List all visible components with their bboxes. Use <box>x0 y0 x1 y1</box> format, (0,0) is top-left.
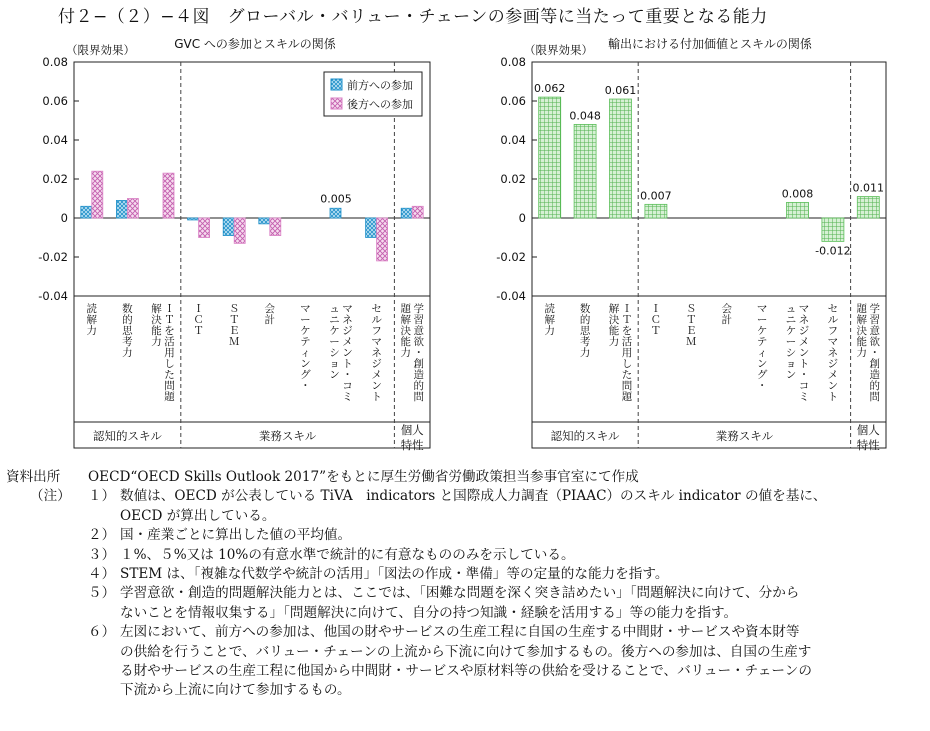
y-tick-label: -0.04 <box>38 289 68 303</box>
y-unit-label: （限界効果） <box>524 43 593 57</box>
category-label-char: 思 <box>122 325 133 337</box>
category-label-char: 決 <box>608 314 620 326</box>
y-tick-label: 0.02 <box>42 172 68 186</box>
category-label-char: ィ <box>300 347 311 359</box>
export-bar <box>645 204 667 218</box>
forward-bar <box>188 218 199 220</box>
category-label-char: テ <box>300 336 311 348</box>
category-label-char: 力 <box>608 336 620 348</box>
category-label-char: ケ <box>785 325 797 337</box>
charts-area <box>0 26 930 454</box>
category-label-char: Ｃ <box>193 314 204 326</box>
category-label-char: 決 <box>151 314 162 326</box>
category-label-char: Ｅ <box>228 325 240 337</box>
category-label-char: Ｅ <box>686 325 697 337</box>
note-line <box>0 584 930 603</box>
category-label-char: コ <box>342 380 353 392</box>
category-label-char: Ｔ <box>164 314 175 326</box>
note-line <box>0 662 930 681</box>
data-label: 0.011 <box>852 181 885 195</box>
category-label-char: ー <box>300 314 311 326</box>
note-number: ５） <box>88 585 116 602</box>
category-label-char: Ｉ <box>193 303 204 315</box>
category-label-char: マ <box>342 303 353 315</box>
category-label-char: ・ <box>798 369 810 381</box>
notes-label: （注） <box>30 488 71 505</box>
export-bar <box>822 218 844 241</box>
category-label-char: フ <box>827 325 839 337</box>
group-label: 業務スキル <box>715 429 774 443</box>
category-label-char: Ｓ <box>686 303 697 315</box>
forward-bar <box>116 200 127 218</box>
note-line <box>0 643 930 662</box>
category-label-char: 活 <box>621 336 633 348</box>
forward-bar <box>366 218 377 238</box>
category-label-char: 問 <box>164 380 175 392</box>
category-label-char: 解 <box>400 314 411 326</box>
export-bar <box>857 197 879 218</box>
y-tick-label: 0 <box>518 211 526 225</box>
category-label-char: Ｍ <box>686 336 697 348</box>
note-number: ６） <box>88 624 116 641</box>
backward-bar <box>377 218 388 261</box>
category-label-char: 欲 <box>413 336 424 348</box>
category-label-char: ケ <box>329 325 340 337</box>
category-label-char: セ <box>371 303 382 315</box>
data-label: 0.061 <box>604 84 637 98</box>
y-tick-label: -0.02 <box>38 250 68 264</box>
category-label-char: ・ <box>756 380 768 392</box>
category-label-char: ン <box>798 347 810 359</box>
category-label-char: 能 <box>856 336 868 348</box>
category-label-char: マ <box>827 336 839 348</box>
export-bar <box>574 124 596 218</box>
chart-title: GVC への参加とスキルの関係 <box>174 37 336 51</box>
category-label-char: 会 <box>721 303 732 315</box>
category-label-char: Ｔ <box>650 325 662 337</box>
category-label-char: ・ <box>342 369 353 381</box>
group-label: 個人 <box>400 423 424 437</box>
category-label-char: ー <box>785 336 797 348</box>
category-label-char: Ｔ <box>621 314 633 326</box>
category-label-char: ミ <box>342 391 353 403</box>
group-label: 個人 <box>856 423 880 437</box>
category-label-char: 問 <box>621 380 633 392</box>
category-label-char: 力 <box>86 325 98 337</box>
category-label-char: ュ <box>329 303 340 315</box>
category-label-char: Ｔ <box>228 314 240 326</box>
note-number: ３） <box>88 546 116 563</box>
backward-bar <box>163 173 174 218</box>
note-text: OECD が算出している。 <box>120 507 276 524</box>
category-label-char: 的 <box>413 380 424 392</box>
category-label-char: グ <box>300 369 311 381</box>
data-label: 0.008 <box>781 187 814 201</box>
category-label-char: フ <box>371 325 382 337</box>
category-label-char: ン <box>756 358 768 370</box>
category-label-char: ン <box>329 369 340 381</box>
backward-bar <box>412 206 423 218</box>
category-label-char: Ｍ <box>228 336 240 348</box>
backward-bar <box>199 218 210 238</box>
note-items <box>0 487 930 700</box>
category-label-char: マ <box>756 303 768 315</box>
category-label-char: ー <box>756 314 768 326</box>
note-line <box>0 526 930 545</box>
category-label-char: 決 <box>400 325 411 337</box>
forward-bar <box>330 208 341 218</box>
category-label-char: マ <box>798 303 810 315</box>
category-label-char: 解 <box>544 314 555 326</box>
category-label-char: 題 <box>400 303 411 315</box>
export-value-added-chart <box>496 36 886 452</box>
category-label-char: 力 <box>579 347 591 359</box>
category-label-char: 力 <box>856 347 868 359</box>
category-label-char: ニ <box>329 314 340 326</box>
source-row <box>0 468 930 487</box>
category-label-char: ィ <box>756 347 768 359</box>
category-label-char: ン <box>342 347 353 359</box>
export-bar <box>610 99 632 218</box>
category-label-char: し <box>164 358 175 370</box>
category-label-char: Ｃ <box>650 314 662 326</box>
category-label-char: ル <box>371 314 382 326</box>
y-tick-label: 0.02 <box>500 172 526 186</box>
group-label: 認知的スキル <box>550 429 620 443</box>
forward-bar <box>401 208 412 218</box>
category-label-char: ミ <box>798 391 810 403</box>
note-line <box>0 546 930 565</box>
note-text: STEM は、「複雑な代数学や統計の活用」「図法の作成・準備」等の定量的な能力を指す。 <box>120 565 669 582</box>
category-label-char: 力 <box>400 347 411 359</box>
category-label-char: 的 <box>869 380 881 392</box>
legend-swatch-backward <box>331 98 342 109</box>
category-label-char: ュ <box>785 303 797 315</box>
note-text: 数値は、OECD が公表している TiVA indicators と国際成人力調査（PIAAC）のスキル indicator の値を基に、 <box>120 488 827 505</box>
forward-bar <box>223 218 234 236</box>
category-label-char: ト <box>342 358 353 370</box>
backward-bar <box>127 199 138 219</box>
category-label-char: 造 <box>869 369 881 381</box>
category-label-char: 計 <box>721 314 732 326</box>
category-label-char: シ <box>329 347 340 359</box>
category-label-char: た <box>621 369 633 381</box>
category-label-char: 読 <box>544 303 555 315</box>
y-tick-label: -0.02 <box>496 250 526 264</box>
category-label-char: メ <box>342 336 353 348</box>
category-label-char: 学 <box>413 303 424 315</box>
y-tick-label: 0.08 <box>42 55 68 69</box>
category-label-char: ジ <box>827 358 839 370</box>
category-label-char: Ｔ <box>193 325 204 337</box>
category-label-char: 能 <box>608 325 620 337</box>
y-tick-label: 0.06 <box>42 94 68 108</box>
category-label-char: 習 <box>413 314 424 326</box>
note-line <box>0 507 930 526</box>
y-unit-label: （限界効果） <box>66 43 135 57</box>
group-label: 特性 <box>856 438 880 452</box>
category-label-char: し <box>621 358 633 370</box>
y-tick-label: 0 <box>60 211 68 225</box>
data-label: -0.012 <box>815 244 851 258</box>
export-bar <box>539 97 561 218</box>
note-text: 左図において、前方への参加は、他国の財やサービスの生産工程に自国の生産する中間財・サービスや資本財等 <box>120 624 800 641</box>
category-label-char: 用 <box>164 347 175 359</box>
category-label-char: ョ <box>785 358 797 370</box>
group-label: 特性 <box>400 438 424 452</box>
category-label-char: 的 <box>122 314 133 326</box>
note-text: 下流から上流に向けて参加するもの。 <box>120 682 351 699</box>
category-label-char: ネ <box>371 347 382 359</box>
category-label-char: 思 <box>579 325 591 337</box>
category-label-char: 力 <box>544 325 555 337</box>
note-text: 国・産業ごとに算出した値の平均値。 <box>120 527 352 544</box>
note-text: 学習意欲・創造的問題解決能力とは、ここでは、「困難な問題を深く突き詰めたい」「問題解決に向けて、分から <box>120 585 800 602</box>
category-label-char: ン <box>827 380 839 392</box>
category-label-char: 題 <box>164 391 175 403</box>
source-label: 資料出所 <box>6 469 61 485</box>
notes-section <box>0 468 930 701</box>
note-line <box>0 681 930 700</box>
data-label: 0.005 <box>320 192 352 206</box>
category-label-char: 会 <box>264 303 276 315</box>
group-label: 認知的スキル <box>92 429 162 443</box>
category-label-char: 題 <box>856 303 868 315</box>
category-label-char: 決 <box>856 325 868 337</box>
category-label-char: 能 <box>151 325 162 337</box>
category-label-char: 習 <box>869 314 881 326</box>
y-tick-label: 0.04 <box>42 133 68 147</box>
category-label-char: 解 <box>86 314 98 326</box>
note-line <box>0 565 930 584</box>
legend <box>324 72 422 116</box>
category-label-char: ル <box>827 314 839 326</box>
legend-label-backward: 後方への参加 <box>347 98 413 111</box>
category-label-char: ョ <box>329 358 340 370</box>
note-text: の供給を行うことで、バリュー・チェーンの上流から下流に向けて参加するもの。後方への参加は、自国の生産す <box>120 643 812 660</box>
note-line <box>0 487 930 506</box>
category-label-char: ケ <box>756 325 768 337</box>
note-line <box>0 623 930 642</box>
category-label-char: 考 <box>579 336 591 348</box>
group-label: 業務スキル <box>258 429 317 443</box>
note-number: １） <box>88 488 116 505</box>
category-label-char: を <box>621 325 633 337</box>
backward-bar <box>270 218 281 236</box>
category-label-char: Ｉ <box>621 303 633 315</box>
category-label-char: ・ <box>300 380 311 392</box>
category-label-char: ト <box>371 391 382 403</box>
category-label-char: Ｉ <box>164 303 175 315</box>
category-label-char: 創 <box>413 358 424 370</box>
legend-swatch-forward <box>331 79 342 90</box>
data-label: 0.007 <box>640 189 672 203</box>
category-label-char: 読 <box>86 303 98 315</box>
y-tick-label: 0.06 <box>500 94 526 108</box>
note-text: ないことを情報収集する」「問題解決に向けて、自分の持つ知識・経験を活用する」等の能力を指す。 <box>120 604 738 621</box>
category-label-char: セ <box>827 303 839 315</box>
category-label-char: 造 <box>413 369 424 381</box>
category-label-char: 力 <box>122 347 133 359</box>
category-label-char: 学 <box>869 303 881 315</box>
category-label-char: 計 <box>264 314 276 326</box>
category-label-char: ト <box>798 358 810 370</box>
category-label-char: ン <box>785 369 797 381</box>
category-label-char: ケ <box>300 325 311 337</box>
category-label-char: Ｉ <box>650 303 662 315</box>
category-label-char: ネ <box>827 347 839 359</box>
category-label-char: メ <box>827 369 839 381</box>
category-label-char: ニ <box>785 314 797 326</box>
forward-bar <box>259 218 270 224</box>
data-label: 0.048 <box>569 109 601 123</box>
category-label-char: メ <box>371 369 382 381</box>
category-label-char: ー <box>329 336 340 348</box>
chart-title: 輸出における付加価値とスキルの関係 <box>608 37 812 51</box>
category-label-char: 考 <box>122 336 133 348</box>
note-text: １%、５%又は 10%の有意水準で統計的に有意なもののみを示している。 <box>120 546 575 563</box>
category-label-char: た <box>164 369 175 381</box>
category-label-char: 欲 <box>869 336 881 348</box>
category-label-char: 意 <box>869 325 881 337</box>
category-label-char: 活 <box>164 336 175 348</box>
category-label-char: マ <box>371 336 382 348</box>
category-label-char: Ｓ <box>228 303 240 315</box>
category-label-char: 問 <box>413 391 424 403</box>
category-label-char: 題 <box>621 391 633 403</box>
category-label-char: ン <box>371 380 382 392</box>
category-label-char: メ <box>798 336 810 348</box>
backward-bar <box>234 218 245 243</box>
category-label-char: ジ <box>342 325 353 337</box>
figure-title: 付２−（２）−４図 グローバル・バリュー・チェーンの参画等に当たって重要となる能力 <box>58 7 768 27</box>
category-label-char: 創 <box>869 358 881 370</box>
category-label-char: 解 <box>856 314 868 326</box>
note-text: る財やサービスの生産工程に他国から中間財・サービスや原材料等の供給を受けることで、バリュー・チェーンの <box>120 662 812 679</box>
category-label-char: 解 <box>608 303 620 315</box>
category-label-char: ・ <box>413 347 424 359</box>
category-label-char: ン <box>300 358 311 370</box>
forward-bar <box>81 206 92 218</box>
category-label-char: コ <box>798 380 810 392</box>
category-label-char: 解 <box>151 303 162 315</box>
category-label-char: 数 <box>579 303 591 315</box>
category-label-char: テ <box>756 336 768 348</box>
category-label-char: ネ <box>798 314 810 326</box>
category-label-char: 力 <box>151 336 162 348</box>
category-label-char: ジ <box>371 358 382 370</box>
gvc-participation-chart <box>38 36 430 452</box>
category-label-char: Ｔ <box>686 314 697 326</box>
category-label-char: ジ <box>798 325 810 337</box>
note-number: ２） <box>88 527 116 544</box>
y-tick-label: 0.04 <box>500 133 526 147</box>
y-tick-label: 0.08 <box>500 55 526 69</box>
legend-label-forward: 前方への参加 <box>347 79 413 92</box>
category-label-char: シ <box>785 347 797 359</box>
note-number: ４） <box>88 565 116 582</box>
category-label-char: 能 <box>400 336 411 348</box>
category-label-char: ・ <box>869 347 881 359</box>
note-line <box>0 604 930 623</box>
category-label-char: ネ <box>342 314 353 326</box>
category-label-char: マ <box>300 303 311 315</box>
export-bar <box>787 202 809 218</box>
category-label-char: 数 <box>122 303 133 315</box>
category-label-char: 意 <box>413 325 424 337</box>
category-label-char: 用 <box>621 347 633 359</box>
data-label: 0.062 <box>533 82 566 96</box>
category-label-char: 的 <box>579 314 591 326</box>
category-label-char: 問 <box>869 391 881 403</box>
category-label-char: ト <box>827 391 839 403</box>
y-tick-label: -0.04 <box>496 289 526 303</box>
backward-bar <box>92 171 103 218</box>
category-label-char: を <box>164 325 175 337</box>
category-label-char: グ <box>756 369 768 381</box>
source-text: OECD“OECD Skills Outlook 2017”をもとに厚生労働省労働政策担当参事官室にて作成 <box>88 469 639 485</box>
